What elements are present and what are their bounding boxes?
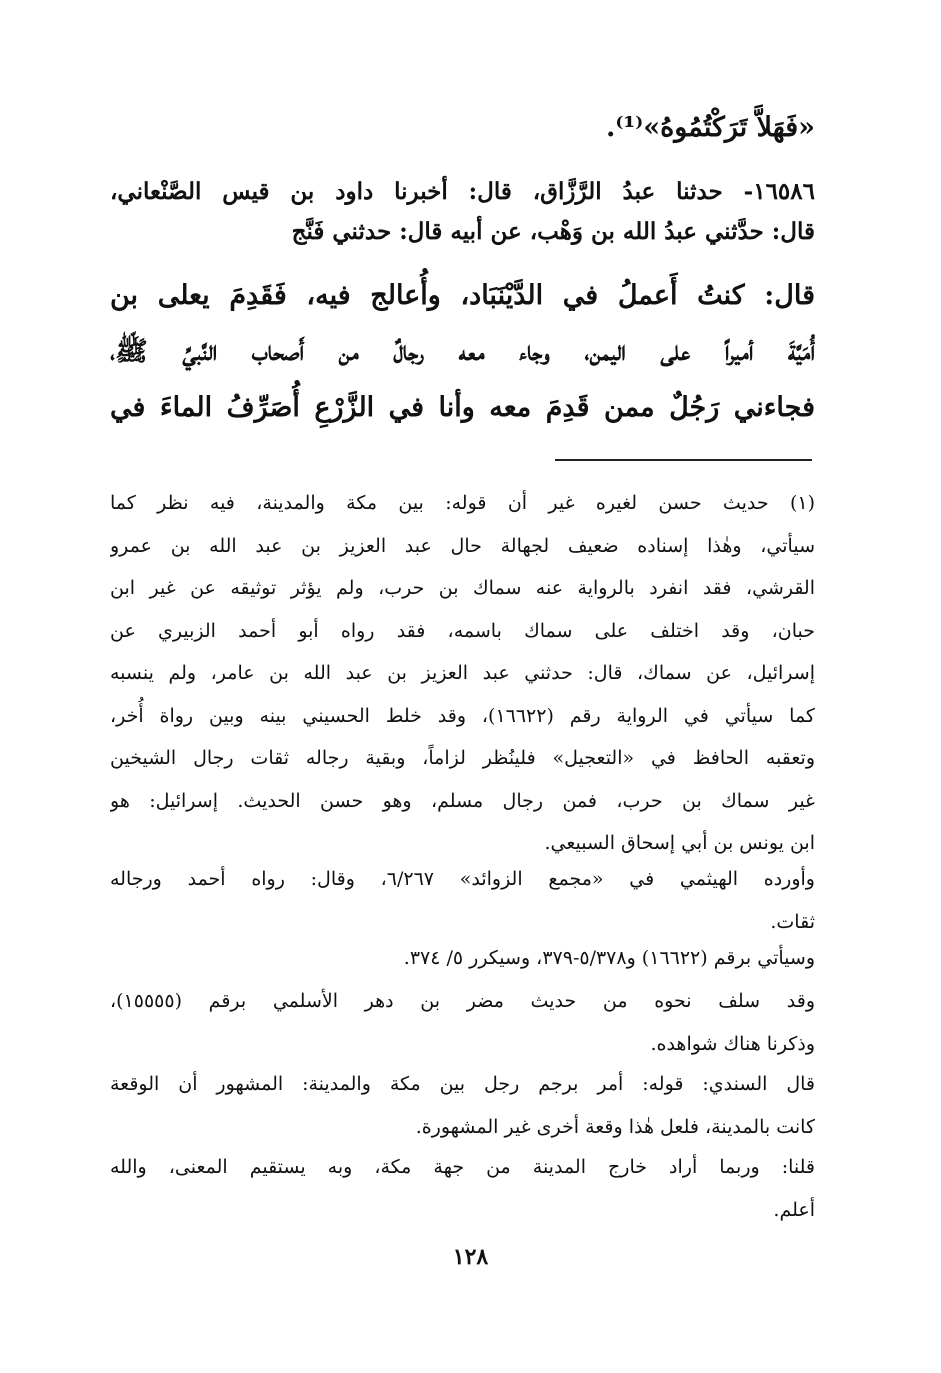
footnote-separator bbox=[555, 459, 812, 461]
hadith-body-line: أُمَيَّةَ أميراً على اليمن، وجاء معه رجالٌ من أَصحاب النَّبيِّ ﷺ، bbox=[110, 336, 815, 367]
footnote-line: كما سيأتي في الرواية رقم (١٦٦٢٢)، وقد خلط الحسيني بينه وبين رواة أُخر، bbox=[110, 704, 815, 727]
hadith-header bbox=[110, 172, 815, 252]
opening-line-block bbox=[110, 100, 815, 156]
footnote-line: قال السندي: قوله: أمر برجم رجل بين مكة والمدينة: المشهور أن الوقعة bbox=[110, 1073, 815, 1095]
footnote-line: ابن يونس بن أبي إسحاق السبيعي. bbox=[544, 832, 815, 854]
footnote-line: إسرائيل، عن سماك، قال: حدثني عبد العزيز بن عبد الله بن عامر، ولم ينسبه bbox=[110, 662, 815, 684]
hadith-header-line: ١٦٥٨٦- حدثنا عبدُ الرَّزَّاق، قال: أخبرنا داود بن قيس الصَّنْعاني، bbox=[110, 178, 815, 205]
hadith-header-line: قال: حدَّثني عبدُ الله بن وَهْب، عن أبيه قال: حدثني فَنَّج bbox=[291, 218, 815, 245]
footnote-line: أعلم. bbox=[773, 1198, 815, 1221]
footnote-line: قلنا: وربما أراد خارج المدينة من جهة مكة، وبه يستقيم المعنى، والله bbox=[110, 1156, 815, 1178]
footnote-line: وقد سلف نحوه من حديث مضر بن دهر الأسلمي برقم (١٥٥٥٥)، bbox=[110, 990, 815, 1012]
footnote-sindi bbox=[110, 1063, 815, 1148]
footnote-line: غير سماك بن حرب، فمن رجال مسلم، وهو حسن الحديث. إسرائيل: هو bbox=[110, 789, 815, 812]
footnote-line: القرشي، فقد انفرد بالرواية عنه سماك بن حرب، ولم يؤثر توثيقه عن غير ابن bbox=[110, 577, 815, 599]
footnote-line: وسيأتي برقم (١٦٦٢٢) و٥/٣٧٨-٣٧٩، وسيكرر ٥/ ٣٧٤. bbox=[403, 947, 815, 969]
hadith-body bbox=[110, 268, 815, 436]
page-number: ١٢٨ bbox=[452, 1244, 489, 1270]
footnote-line: وذكرنا هناك شواهده. bbox=[650, 1032, 815, 1055]
footnote-1 bbox=[110, 482, 815, 865]
footnote-majma bbox=[110, 858, 815, 943]
hadith-body-line: قال: كنتُ أَعملُ في الدَّيْنَبَاد، وأُعالج فيه، فَقَدِمَ يعلى بن bbox=[110, 280, 815, 311]
footnote-cross-ref bbox=[110, 937, 815, 980]
opening-line: «فَهَلاَّ تَرَكْتُمُوهُ»⁽¹⁾. bbox=[605, 112, 815, 143]
footnote-line: (١) حديث حسن لغيره غير أن قوله: بين مكة والمدينة، فيه نظر كما bbox=[110, 492, 815, 514]
footnote-line: كانت بالمدينة، فلعل هٰذا وقعة أخرى غير المشهورة. bbox=[415, 1115, 815, 1138]
hadith-body-line: فجاءني رَجُلٌ ممن قَدِمَ معه وأنا في الزَّرْعِ أُصَرِّفُ الماءَ في bbox=[110, 392, 815, 423]
footnote-line: وتعقبه الحافظ في «التعجيل» فلينُظر لزاماً، وبقية رجاله ثقات رجال الشيخين bbox=[110, 747, 815, 769]
footnote-previous bbox=[110, 980, 815, 1065]
footnote-conclusion bbox=[110, 1146, 815, 1231]
footnote-line: سيأتي، وهٰذا إسناده ضعيف لجهالة حال عبد العزيز بن عبد الله بن عمرو bbox=[110, 534, 815, 557]
footnote-line: حبان، وقد اختلف على سماك باسمه، فقد رواه أبو أحمد الزبيري عن bbox=[110, 619, 815, 642]
footnote-line: ثقات. bbox=[770, 910, 815, 933]
footnote-line: وأورده الهيثمي في «مجمع الزوائد» ٦/٢٦٧، وقال: رواه أحمد ورجاله bbox=[110, 868, 815, 890]
